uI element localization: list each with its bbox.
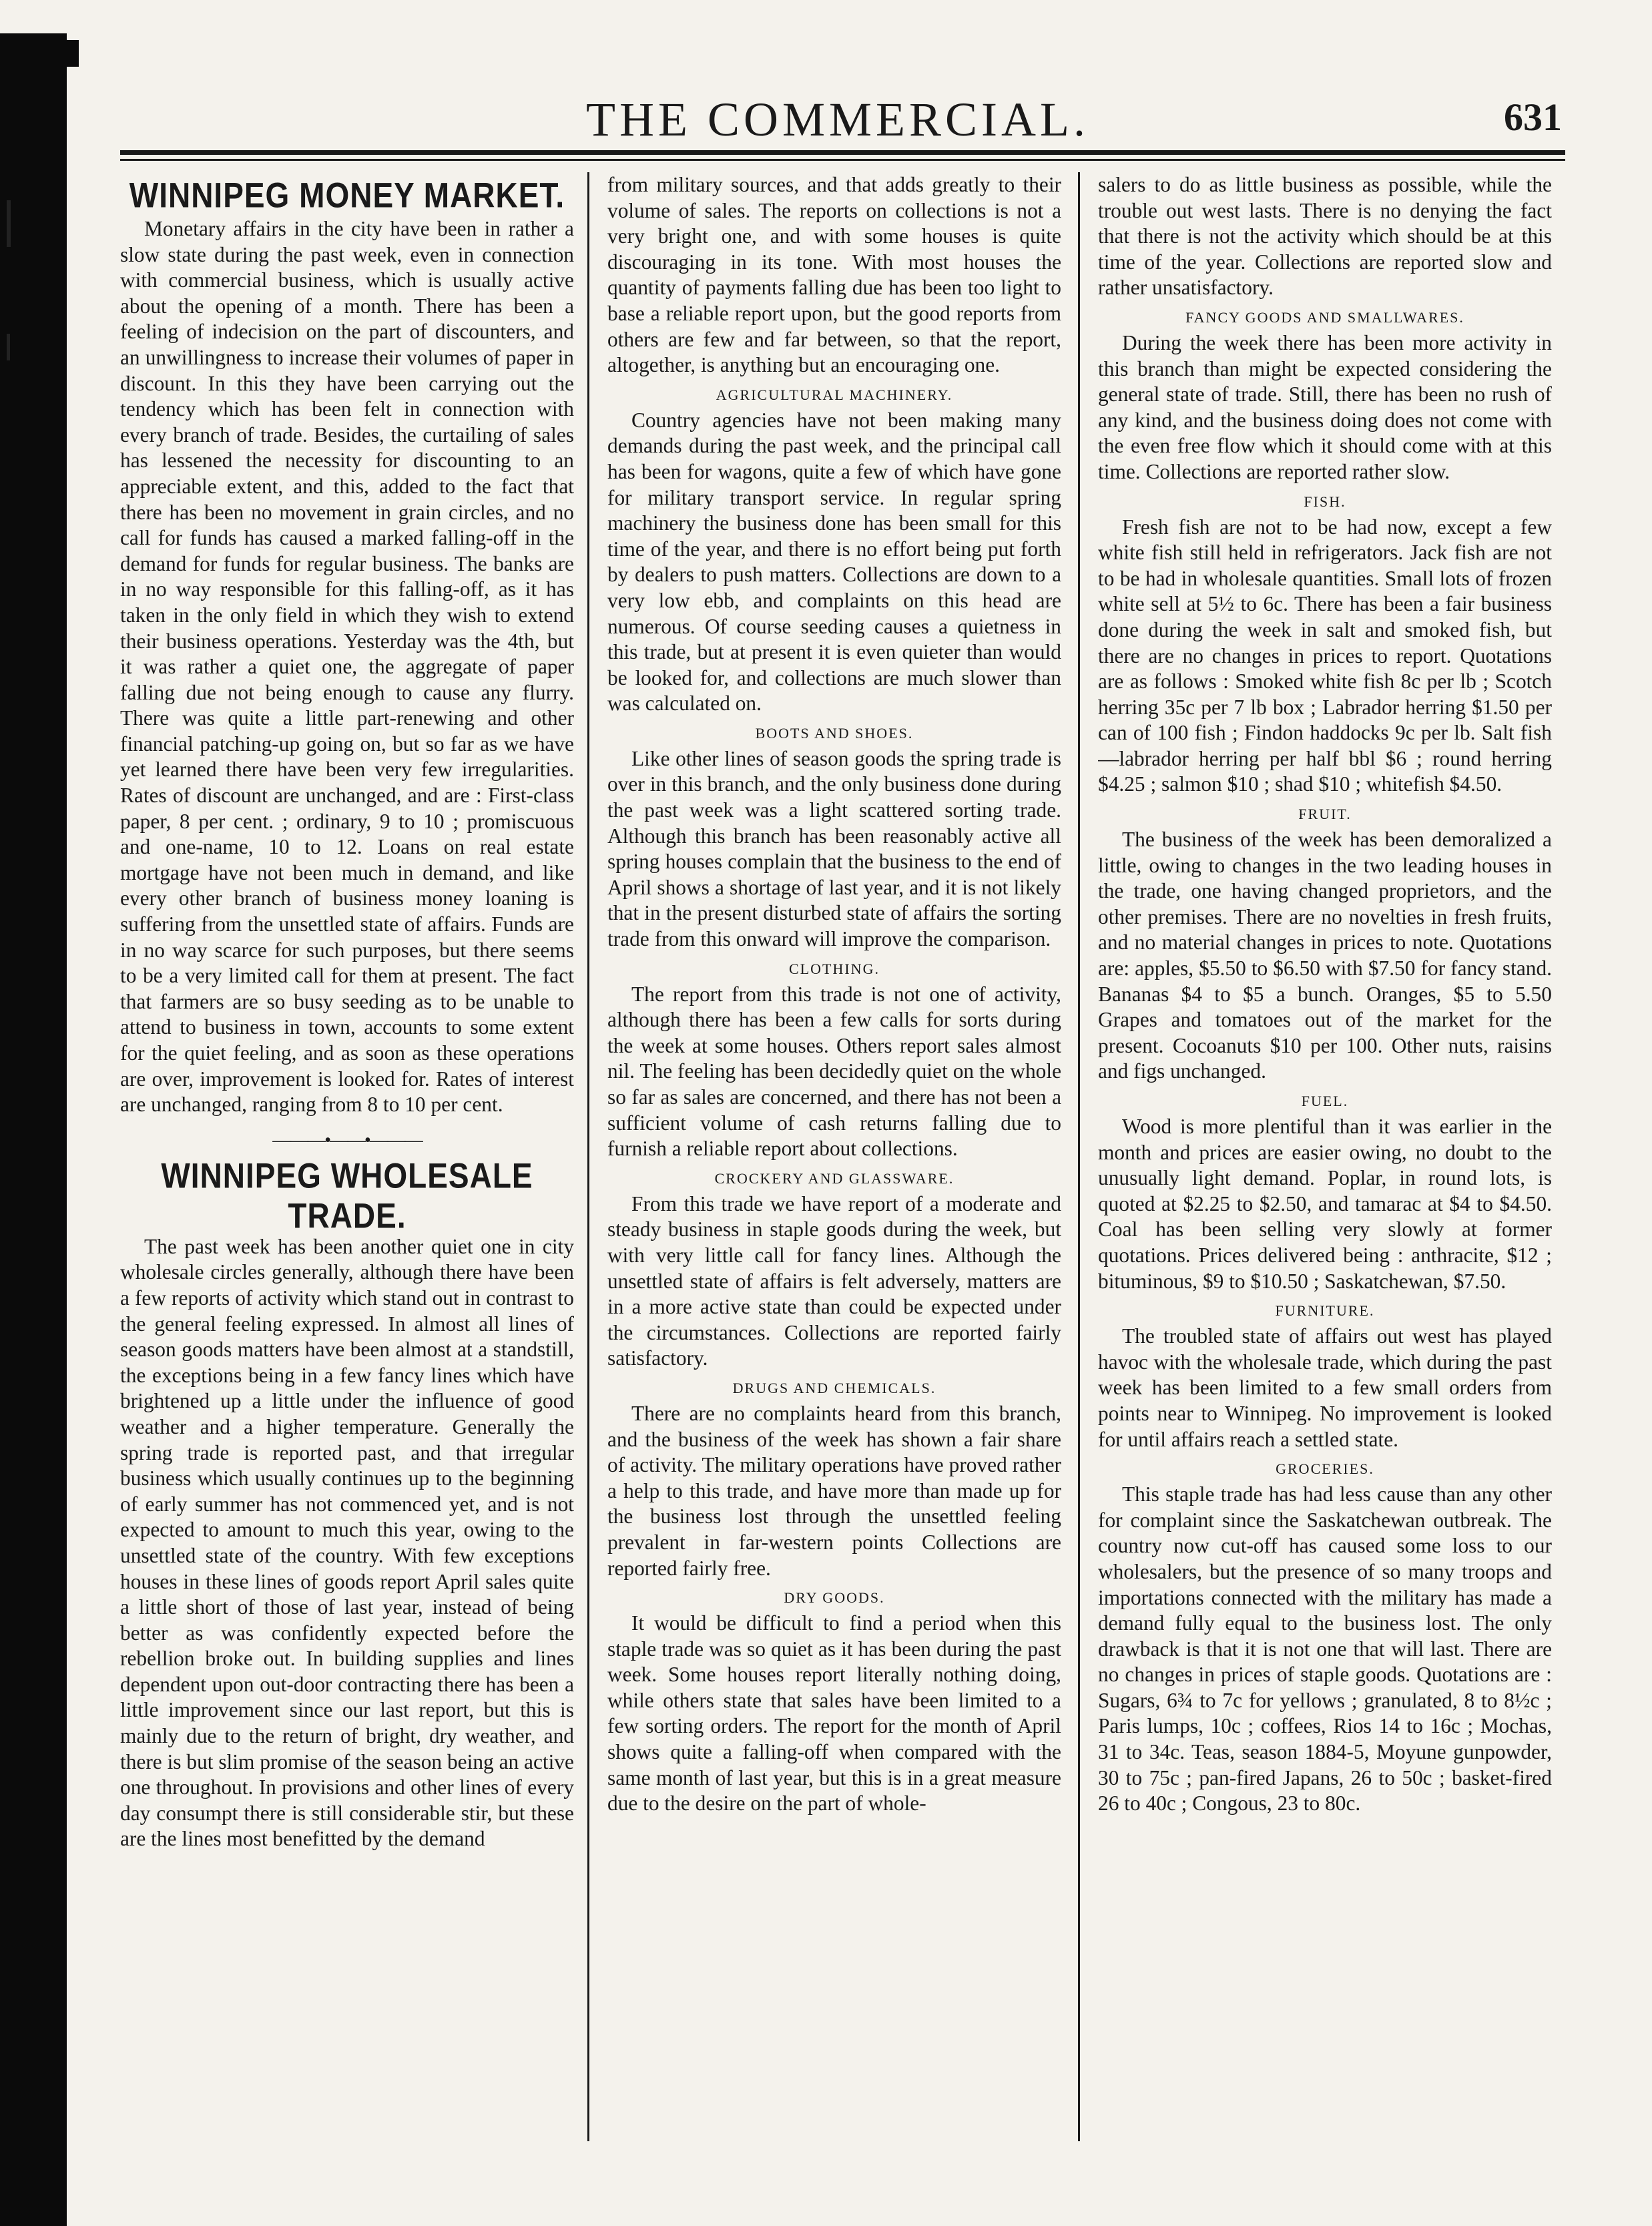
subhead-groceries: GROCERIES. [1276, 1460, 1374, 1478]
masthead-rule [120, 150, 1565, 155]
subhead-drugs-and-chemicals: DRUGS AND CHEMICALS. [732, 1379, 936, 1396]
edge-mark [7, 334, 10, 360]
paragraph-clothing: The report from this trade is not one of activity, although there has been a few calls for sorts during the week at some houses. Others report sales almost nil. The feeling has been decidedly quiet on the whole so far as sales are concerned, and there has not been a sufficient volume of cash returns falling due to furnish a reliable report about collections. [607, 982, 1061, 1161]
column-rule [1078, 172, 1080, 2141]
masthead-rule-thin [120, 159, 1565, 161]
binding-edge [0, 33, 67, 2226]
paragraph-fuel: Wood is more plentiful than it was earlier in the month and prices are easier owing, no doubt to the unusually light demand. Poplar, in round lots, is quoted at $2.25 to $2.50, and tamarac at $4 to $4.50. Coal has been selling very slowly at former quotations. Prices delivered being : anthracite, $12 ; bituminous, $9 to $10.50 ; Saskatchewan, $7.50. [1098, 1115, 1552, 1293]
subhead-crockery-and-glassware: CROCKERY AND GLASSWARE. [714, 1169, 954, 1187]
subhead-boots-and-shoes: BOOTS AND SHOES. [755, 724, 914, 742]
paragraph-agricultural-machinery: Country agencies have not been making many demands during the past week, and the principal call has been for wagons, quite a few of which have gone for military transport service. In regular spring machinery the business done has been small for this time of the year, and there is no effort being put forth by dealers to push matters. Collections are down to a very low ebb, and complaints on this head are numerous. Of course seeding causes a quietness in this trade, but at present it is even quieter than would be looked for, and collections are much slower than was calculated on. [607, 408, 1061, 716]
paragraph-fancy-goods: During the week there has been more activity in this branch than might be expected considering the general state of trade. Still, there has been no rush of any kind, and the business doing does not come with the even free flow which it should come with at this time. Collections are reported rather slow. [1098, 330, 1552, 483]
edge-mark [7, 200, 11, 247]
article-wholesale-trade: The past week has been another quiet one in city wholesale circles generally, although there have been a few reports of activity which stand out in contrast to the general feeling expressed. In almost all lines of season goods matters have been almost at a standstill, the exceptions being in a few fancy lines which have brightened up a little under the influence of good weather and a higher temperature. Generally the spring trade is reported past, and that irregular business which usually continues up to the beginning of early summer has not commenced yet, and is not expected to amount to much this year, owing to the unsettled state of the country. With few exceptions houses in these lines of goods report April sales quite a little short of those of last year, instead of being better as was confidently expected before the rebellion broke out. In building supplies and lines dependent upon out-door contracting there has been a little improvement since our last report, but this is mainly due to the return of bright, dry weather, and there is but slim promise of the season being an active one throughout. In provisions and other lines of every day consumpt there is still considerable stir, but these are the lines most benefitted by the demand [120, 1234, 574, 1851]
paragraph-drugs-and-chemicals: There are no complaints heard from this branch, and the business of the week has shown a fair share of activity. The military operations have proved rather a help to this trade, and have more than made up for the business lost through the unsettled feeling prevalent in far-western points Collections are reported fairly free. [607, 1401, 1061, 1580]
subhead-dry-goods: DRY GOODS. [784, 1589, 885, 1607]
paragraph-crockery-and-glassware: From this trade we have report of a moderate and steady business in staple goods during the week, but with very little call for fancy lines. Although the unsettled state of affairs is felt adversely, matters are in a more active state than could be expected under the circumstances. Collections are reported fairly satisfactory. [607, 1191, 1061, 1370]
masthead [113, 92, 1562, 152]
subhead-clothing: CLOTHING. [789, 960, 880, 977]
subhead-fuel: FUEL. [1301, 1093, 1349, 1109]
subhead-fish: FISH. [1304, 493, 1346, 510]
headline-wholesale-trade: WINNIPEG WHOLESALE TRADE. [161, 1155, 533, 1235]
paragraph-fish: Fresh fish are not to be had now, except a few white fish still held in refrigerators. Jack fish are not to be had in wholesale quantities. Small lots of frozen white sell at 5½ to 6c. There has been a fair business done during the week in salt and smoked fish, but there are no changes in prices to report. Quotations are as follows : Smoked white fish 8c per lb ; Scotch herring 35c per 7 lb box ; Labrador herring $1.50 per can of 100 fish ; Findon haddocks 9c per lb. Salt fish—labrador herring per half bbl $6 ; round herring $4.25 ; salmon $10 ; shad $10 ; whitefish $4.50. [1098, 515, 1552, 796]
subhead-furniture: FURNITURE. [1275, 1302, 1375, 1320]
subhead-fancy-goods: FANCY GOODS AND SMALLWARES. [1185, 308, 1464, 326]
paragraph-boots-and-shoes: Like other lines of season goods the spring trade is over in this branch, and the only business done during the past week was a light scattered sorting trade. Although this branch has been reasonably active all spring houses complain that the business to the end of April shows a shortage of last year, and it is not likely that in the present disturbed state of affairs the sorting trade from this onward will improve the comparison. [607, 746, 1061, 951]
column-1 [120, 172, 574, 2141]
article-money-market: Monetary affairs in the city have been in rather a slow state during the past week, even in connection with commercial business, which is usually active about the opening of a month. There has been a feeling of indecision on the part of discounters, and an unwillingness to increase their volumes of paper in discount. In this they have been carrying out the tendency which has been felt in connection with every branch of trade. Besides, the curtailing of sales has lessened the necessity for discounting to an appreciable extent, and this, added to the fact that there has been no movement in grain circles, and no call for funds has caused a marked falling-off in the demand for funds for regular business. The banks are in no way responsible for this falling-off, as it has taken in the only field in which they wish to extend their business operations. Yesterday was the 4th, but it was rather a quiet one, the aggregate of paper falling due not being enough to cause any flurry. There was quite a little part-renewing and other financial patching-up going on, but so far as we have yet learned there have been very few irregularities. Rates of discount are unchanged, and are : First-class paper, 8 per cent. ; ordinary, 9 to 10 ; promiscuous and one-name, 10 to 12. Loans on real estate mortgage have not been much in demand, and like every other branch of business money loaning is suffering from the unsettled state of affairs. Funds are in no way scarce for such purposes, but there seems to be a very limited call for them at present. The fact that farmers are so busy seeding as to be unable to attend to business in town, accounts to some extent for the quiet feeling, and as soon as these operations are over, improvement is looked for. Rates of interest are unchanged, ranging from 8 to 10 per cent. [120, 217, 574, 1117]
article-continued: from military sources, and that adds greatly to their volume of sales. The reports on collections is not a very bright one, and with some houses is quite discouraging in its tone. With most houses the quantity of payments falling due has been too light to base a reliable report upon, but the good reports from others are few and far between, so that the report, altogether, is anything but an encouraging one. [607, 173, 1061, 377]
article-continued: salers to do as little business as possible, while the trouble out west lasts. There is no denying the fact that there is not the activity which should be at this time of the year. Collections are reported slow and rather unsatisfactory. [1098, 173, 1552, 300]
subhead-fruit: FRUIT. [1298, 806, 1352, 823]
column-rule [587, 172, 589, 2141]
section-separator: ———•——•——— [272, 1129, 422, 1151]
paragraph-dry-goods: It would be difficult to find a period when this staple trade was so quiet as it has been during the past week. Some houses report literally nothing doing, while others state that sales have been limited to a few sorting orders. The report for the month of April shows quite a falling-off when compared with the same month of last year, but this is in a great measure due to the desire on the part of whole- [607, 1611, 1061, 1816]
page-number: 631 [1504, 95, 1562, 139]
subhead-agricultural-machinery: AGRICULTURAL MACHINERY. [716, 386, 953, 403]
masthead-title: THE COMMERCIAL. [586, 93, 1089, 146]
column-2 [607, 172, 1061, 2141]
column-3 [1098, 172, 1552, 2141]
paragraph-groceries: This staple trade has had less cause than any other for complaint since the Saskatchewan outbreak. The country now cut-off has caused some loss to our wholesalers, but the presence of so many troops and importations connected with the military has made a demand fully equal to the business lost. The only drawback is that it is not one that will last. There are no changes in prices of staple goods. Quotations are : Sugars, 6¾ to 7c for yellows ; granulated, 8 to 8½c ; Paris lumps, 10c ; coffees, Rios 14 to 16c ; Mochas, 31 to 34c. Teas, season 1884-5, Moyune gunpowder, 30 to 75c ; pan-fired Japans, 26 to 50c ; basket-fired 26 to 40c ; Congous, 23 to 80c. [1098, 1482, 1552, 1816]
paragraph-fruit: The business of the week has been demoralized a little, owing to changes in the two leading houses in the trade, one having changed proprietors, and the other premises. There are no novelties in fresh fruits, and no material changes in prices to note. Quotations are: apples, $5.50 to $6.50 with $7.50 for fancy stand. Bananas $4 to $5 a bunch. Oranges, $5 to 5.50 Grapes and tomatoes out of the market for the present. Cocoanuts $10 per 100. Other nuts, raisins and figs unchanged. [1098, 828, 1552, 1083]
headline-money-market: WINNIPEG MONEY MARKET. [129, 175, 565, 215]
paragraph-furniture: The troubled state of affairs out west has played havoc with the wholesale trade, which during the past week has been limited to a few small orders from points near to Winnipeg. No improvement is looked for until affairs reach a settled state. [1098, 1324, 1552, 1451]
binding-notch [67, 40, 79, 67]
